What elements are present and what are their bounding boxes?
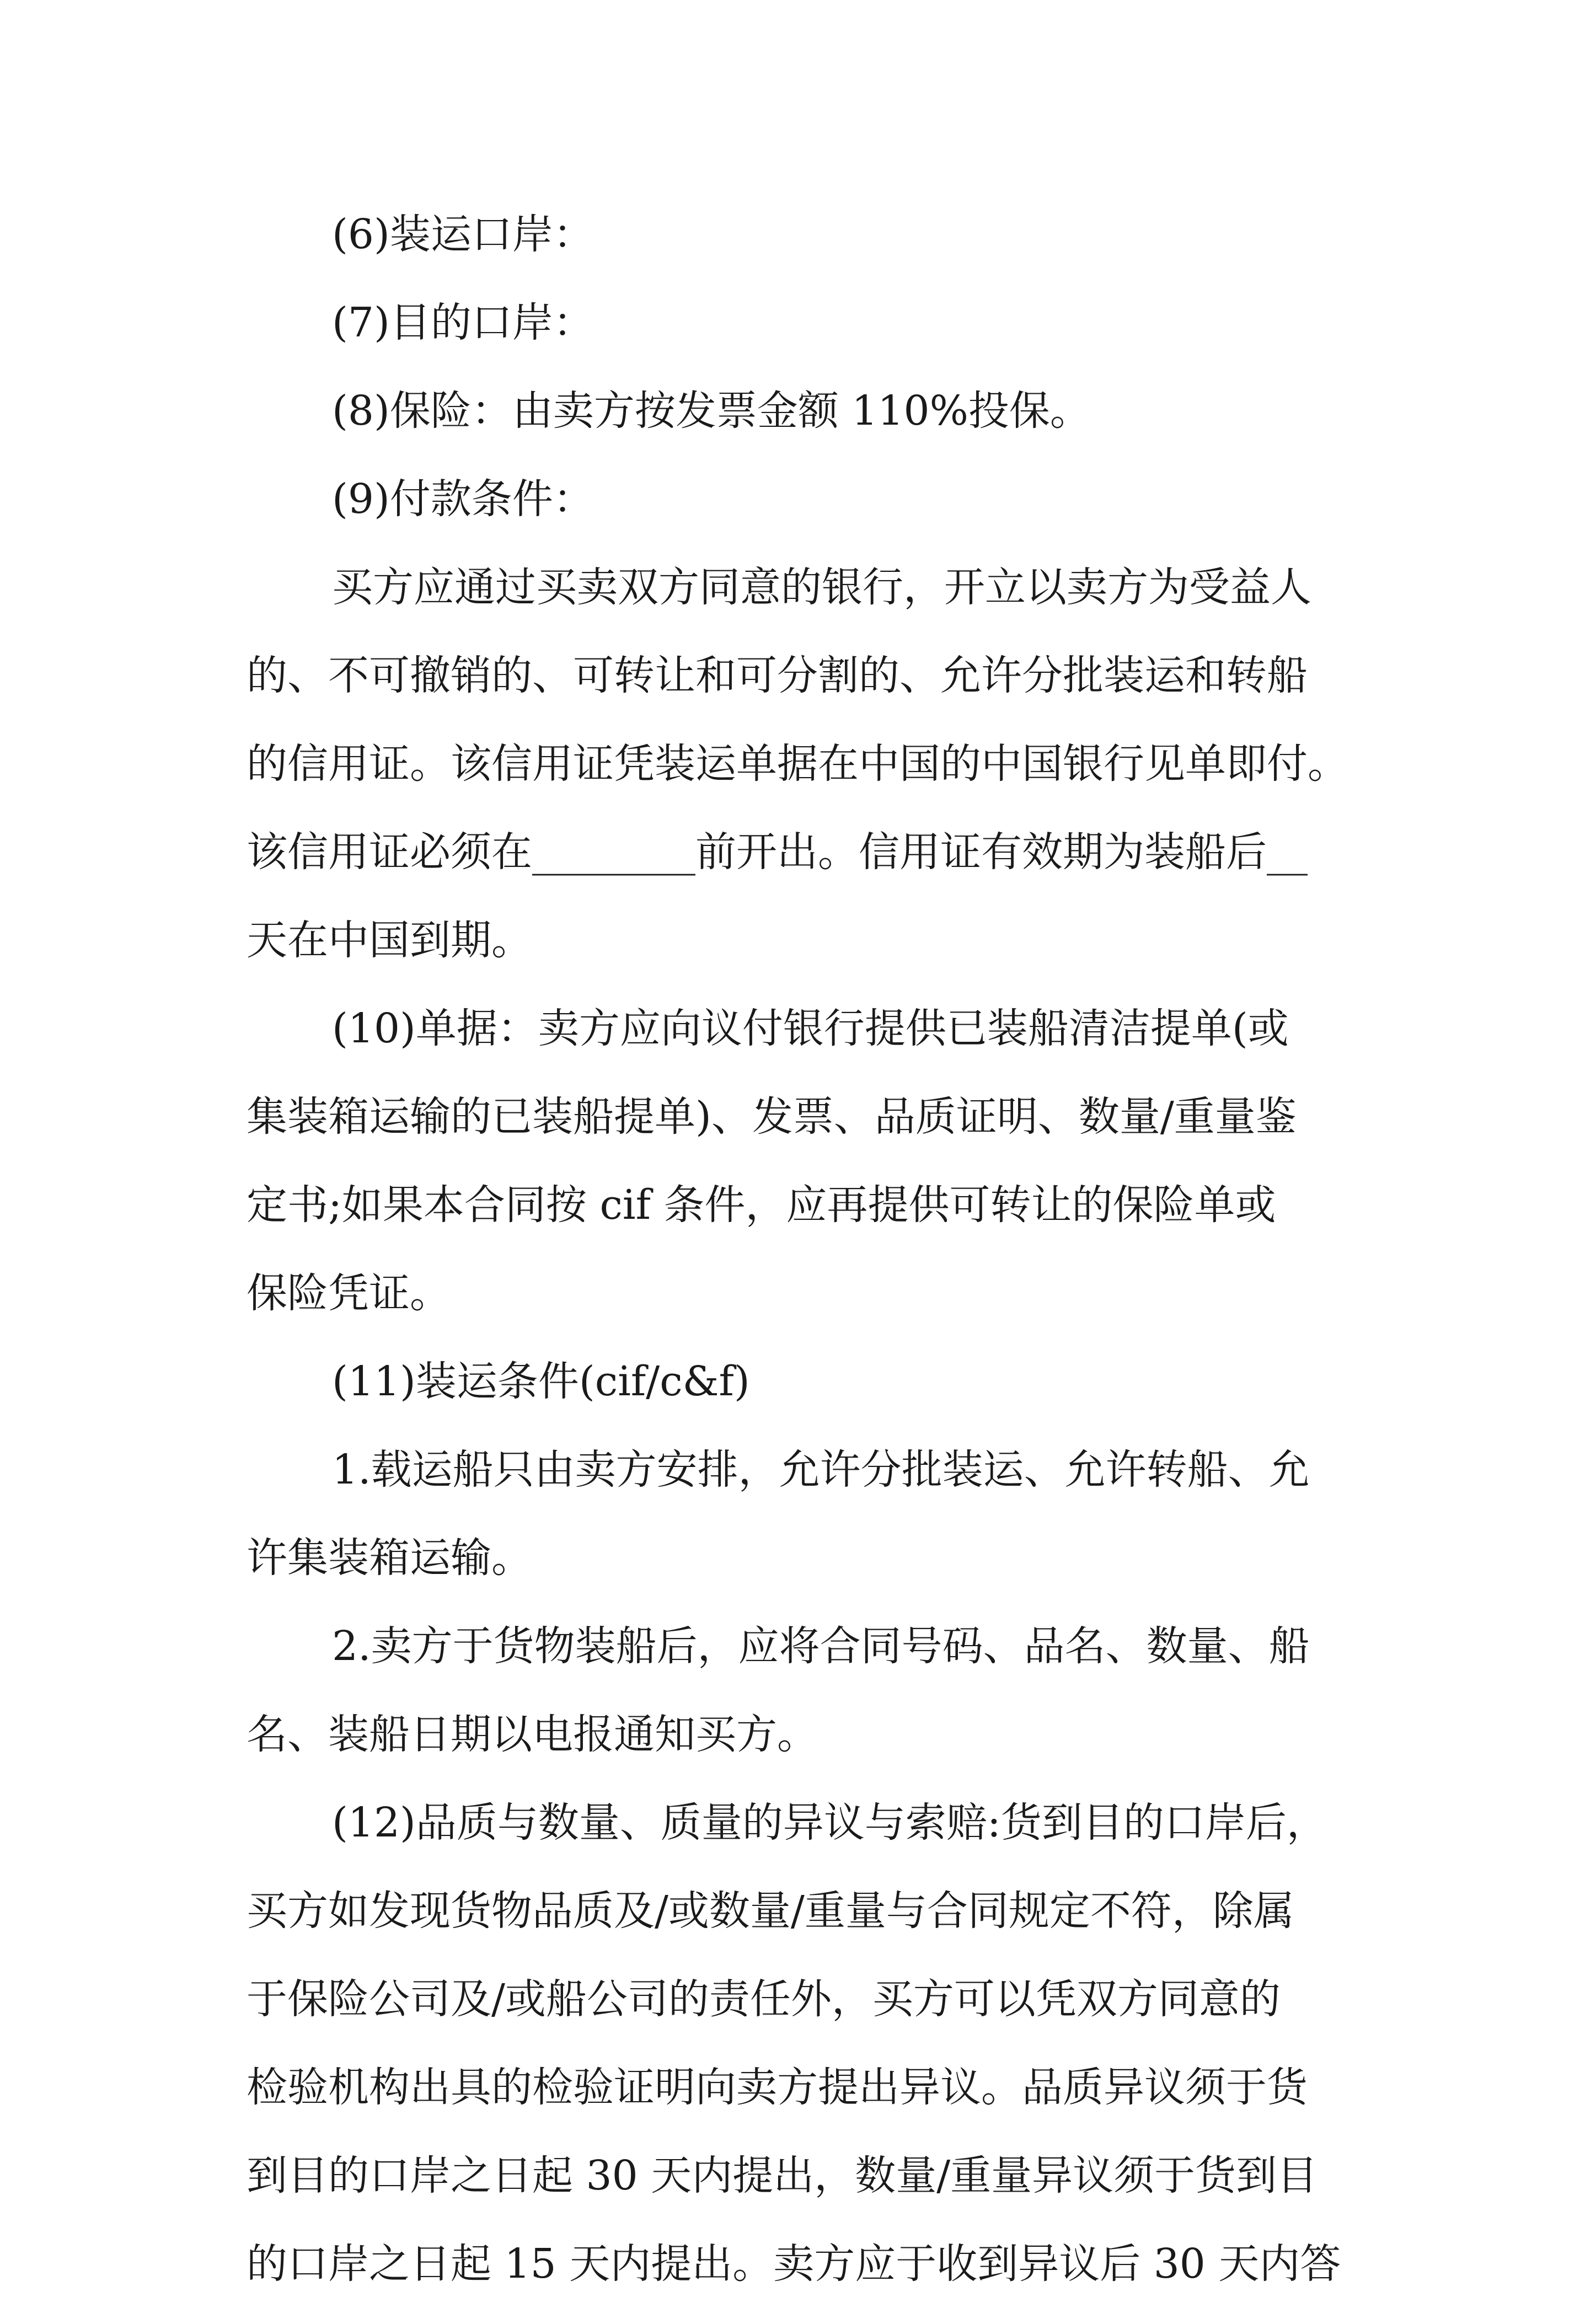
documents-paragraph-line: 保险凭证。 xyxy=(247,1270,451,1317)
claims-paragraph-line: 到目的口岸之日起 30 天内提出，数量/重量异议须于货到目 xyxy=(247,2152,1318,2199)
clause-10-documents: (10)单据：卖方应向议付银行提供已装船清洁提单(或 xyxy=(332,1005,1289,1052)
claims-paragraph-line: 于保险公司及/或船公司的责任外，买方可以凭双方同意的 xyxy=(247,1975,1281,2023)
payment-paragraph-line: 天在中国到期。 xyxy=(247,917,532,964)
clause-7-destination-port: (7)目的口岸： xyxy=(332,299,594,346)
clause-9-payment-terms: (9)付款条件： xyxy=(332,475,594,523)
document-body xyxy=(247,190,1349,2308)
clause-6-loading-port: (6)装运口岸： xyxy=(332,211,594,258)
claims-paragraph-line: 检验机构出具的检验证明向卖方提出异议。品质异议须于货 xyxy=(247,2064,1308,2111)
documents-paragraph-line: 集装箱运输的已装船提单)、发票、品质证明、数量/重量鉴 xyxy=(247,1093,1297,1140)
shipment-item-2: 2.卖方于货物装船后，应将合同号码、品名、数量、船 xyxy=(332,1622,1310,1670)
payment-paragraph-line: 的信用证。该信用证凭装运单据在中国的中国银行见单即付。 xyxy=(247,740,1348,788)
clause-8-insurance: (8)保险：由卖方按发票金额 110%投保。 xyxy=(332,387,1091,435)
clause-11-shipment-terms: (11)装运条件(cif/c&f) xyxy=(332,1358,750,1405)
shipment-item-1: 1.载运船只由卖方安排，允许分批装运、允许转船、允 xyxy=(332,1446,1310,1493)
clause-12-claims: (12)品质与数量、质量的异议与索赔:货到目的口岸后， xyxy=(332,1799,1327,1846)
claims-paragraph-line: 的口岸之日起 15 天内提出。卖方应于收到异议后 30 天内答 xyxy=(247,2240,1341,2288)
documents-paragraph-line: 定书;如果本合同按 cif 条件，应再提供可转让的保险单或 xyxy=(247,1181,1276,1229)
claims-paragraph-line: 买方如发现货物品质及/或数量/重量与合同规定不符，除属 xyxy=(247,1887,1294,1935)
payment-paragraph-line: 的、不可撤销的、可转让和可分割的、允许分批装运和转船 xyxy=(247,652,1308,699)
payment-paragraph-line: 该信用证必须在________前开出。信用证有效期为装船后__ xyxy=(247,828,1308,876)
shipment-item-2-cont: 名、装船日期以电报通知买方。 xyxy=(247,1711,818,1758)
shipment-item-1-cont: 许集装箱运输。 xyxy=(247,1534,532,1582)
payment-paragraph-line: 买方应通过买卖双方同意的银行，开立以卖方为受益人 xyxy=(332,564,1311,611)
